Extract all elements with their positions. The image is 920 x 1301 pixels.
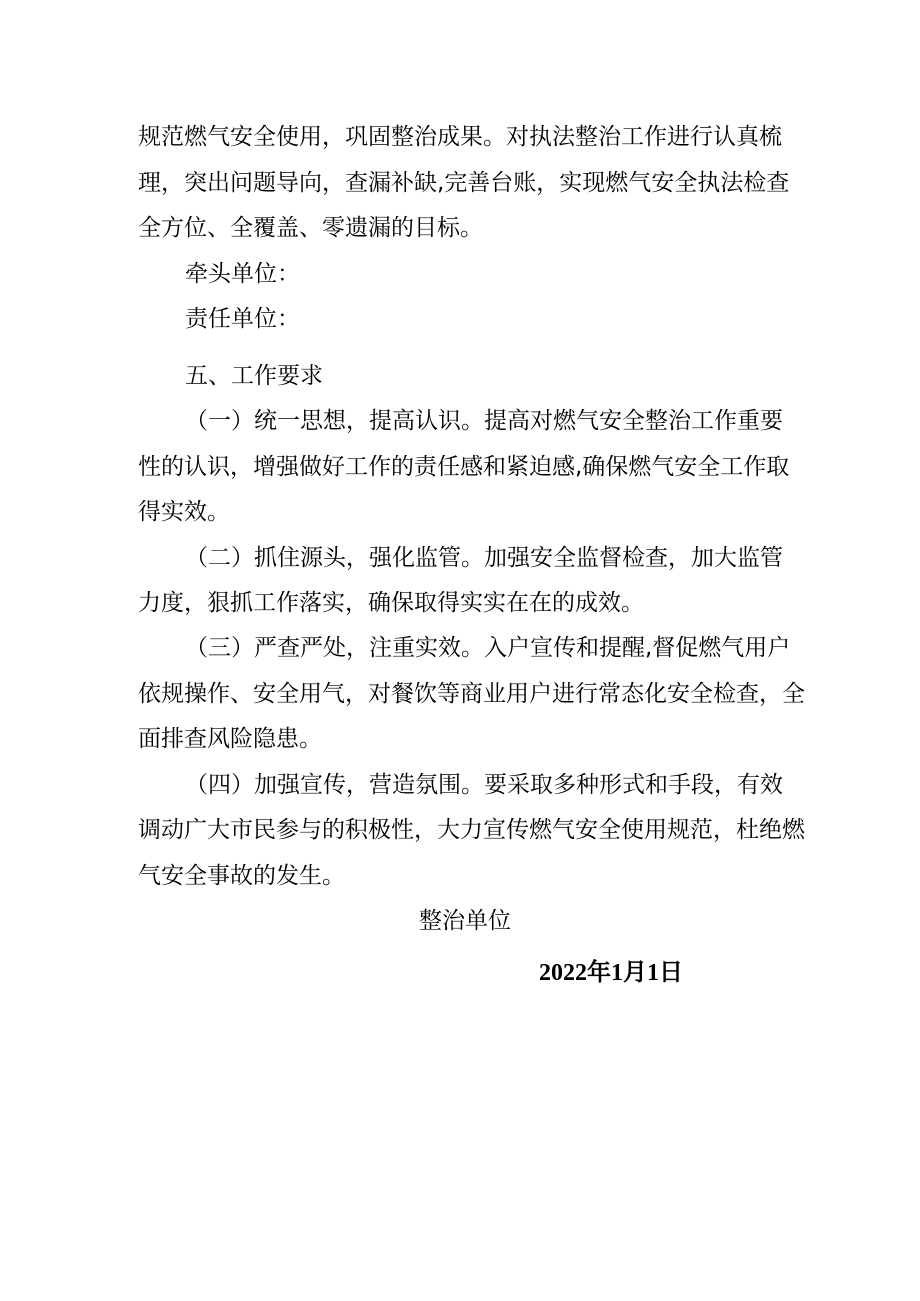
- para1-line-1: 规范燃气安全使用，巩固整治成果。对执法整治工作进行认真梳: [138, 124, 782, 150]
- signature-date: 2022年1月1日: [539, 960, 683, 986]
- req4-line-1: （四）加强宣传，营造氛围。要采取多种形式和手段，有效: [185, 772, 783, 798]
- req2-line-1: （二）抓住源头，强化监管。加强安全监督检查，加大监管: [185, 545, 783, 571]
- req4-line-2: 调动广大市民参与的积极性，大力宣传燃气安全使用规范，杜绝燃: [138, 817, 805, 843]
- para1-line-3: 全方位、全覆盖、零遗漏的目标。: [138, 215, 483, 241]
- req3-line-2: 依规操作、安全用气，对餐饮等商业用户进行常态化安全检查，全: [138, 681, 805, 707]
- req4-line-3: 气安全事故的发生。: [138, 863, 345, 889]
- req1-line-3: 得实效。: [138, 499, 230, 525]
- req3-line-1: （三）严查严处，注重实效。入户宣传和提醒,督促燃气用户: [185, 635, 791, 661]
- req1-line-2: 性的认识，增强做好工作的责任感和紧迫感,确保燃气安全工作取: [138, 454, 790, 480]
- section-five-heading: 五、工作要求: [185, 363, 323, 389]
- signature-unit: 整治单位: [419, 908, 511, 934]
- req2-line-2: 力度，狠抓工作落实，确保取得实实在在的成效。: [138, 590, 644, 616]
- req1-line-1: （一）统一思想，提高认识。提高对燃气安全整治工作重要: [185, 408, 783, 434]
- responsible-unit-label: 责任单位：: [185, 306, 300, 332]
- req3-line-3: 面排查风险隐患。: [138, 726, 322, 752]
- lead-unit-label: 牵头单位：: [185, 261, 300, 287]
- para1-line-2: 理，突出问题导向，查漏补缺,完善台账，实现燃气安全执法检查: [138, 170, 790, 196]
